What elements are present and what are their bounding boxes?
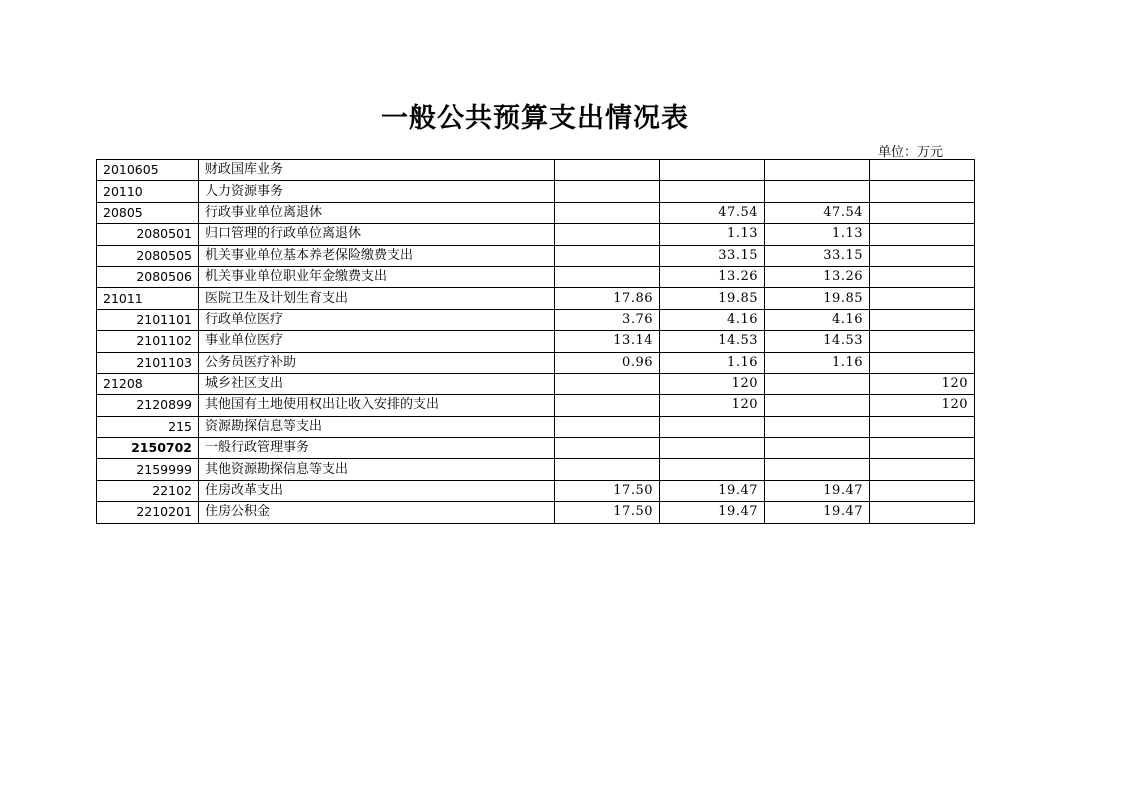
- row-value-4: [870, 352, 975, 373]
- row-value-4: [870, 160, 975, 181]
- row-value-3: [765, 373, 870, 394]
- row-value-2: 47.54: [660, 202, 765, 223]
- table-row: [97, 266, 975, 287]
- row-value-2: [660, 160, 765, 181]
- row-value-3: 4.16: [765, 309, 870, 330]
- row-value-2: 120: [660, 395, 765, 416]
- row-value-3: [765, 395, 870, 416]
- row-value-3: 13.26: [765, 266, 870, 287]
- row-code: 2159999: [97, 459, 199, 480]
- row-value-1: [555, 181, 660, 202]
- row-value-2: [660, 459, 765, 480]
- row-value-1: 0.96: [555, 352, 660, 373]
- row-code: 2010605: [97, 160, 199, 181]
- row-value-3: 19.85: [765, 288, 870, 309]
- table-row: [97, 395, 975, 416]
- table-row: [97, 224, 975, 245]
- row-code: 215: [97, 416, 199, 437]
- row-value-1: [555, 373, 660, 394]
- row-value-4: [870, 181, 975, 202]
- row-name: 住房公积金: [199, 502, 555, 523]
- row-value-2: 19.47: [660, 480, 765, 501]
- row-name: 归口管理的行政单位离退休: [199, 224, 555, 245]
- row-value-1: 17.50: [555, 502, 660, 523]
- row-value-3: [765, 160, 870, 181]
- row-value-4: [870, 288, 975, 309]
- row-name: 行政事业单位离退休: [199, 202, 555, 223]
- row-value-3: [765, 416, 870, 437]
- row-name: 人力资源事务: [199, 181, 555, 202]
- row-value-1: [555, 224, 660, 245]
- row-code: 2080506: [97, 266, 199, 287]
- row-value-2: [660, 438, 765, 459]
- row-value-2: 19.47: [660, 502, 765, 523]
- row-name: 一般行政管理事务: [199, 438, 555, 459]
- row-value-3: 1.16: [765, 352, 870, 373]
- table-row: [97, 480, 975, 501]
- row-code: 22102: [97, 480, 199, 501]
- row-code: 2080505: [97, 245, 199, 266]
- row-code: 2150702: [97, 438, 199, 459]
- row-value-4: [870, 224, 975, 245]
- row-name: 医院卫生及计划生育支出: [199, 288, 555, 309]
- row-value-3: [765, 181, 870, 202]
- table-row: [97, 459, 975, 480]
- row-value-2: 1.16: [660, 352, 765, 373]
- row-name: 机关事业单位职业年金缴费支出: [199, 266, 555, 287]
- row-value-4: 120: [870, 395, 975, 416]
- row-value-2: [660, 181, 765, 202]
- row-code: 2120899: [97, 395, 199, 416]
- row-name: 财政国库业务: [199, 160, 555, 181]
- row-value-1: [555, 438, 660, 459]
- table-row: [97, 416, 975, 437]
- page-title: 一般公共预算支出情况表: [381, 103, 689, 134]
- row-value-1: 17.86: [555, 288, 660, 309]
- row-value-2: 1.13: [660, 224, 765, 245]
- table-row: [97, 160, 975, 181]
- row-value-4: [870, 438, 975, 459]
- row-value-3: 19.47: [765, 502, 870, 523]
- row-name: 资源勘探信息等支出: [199, 416, 555, 437]
- row-value-1: [555, 202, 660, 223]
- row-name: 事业单位医疗: [199, 331, 555, 352]
- row-value-4: [870, 331, 975, 352]
- row-value-3: 19.47: [765, 480, 870, 501]
- table-row: [97, 331, 975, 352]
- row-value-1: 3.76: [555, 309, 660, 330]
- row-value-2: 4.16: [660, 309, 765, 330]
- row-code: 2101103: [97, 352, 199, 373]
- row-value-3: [765, 438, 870, 459]
- row-value-1: [555, 459, 660, 480]
- row-value-4: [870, 245, 975, 266]
- table-row: [97, 502, 975, 523]
- row-value-3: 47.54: [765, 202, 870, 223]
- row-value-4: [870, 416, 975, 437]
- row-value-3: 1.13: [765, 224, 870, 245]
- table-row: [97, 288, 975, 309]
- row-value-3: 33.15: [765, 245, 870, 266]
- row-value-2: 19.85: [660, 288, 765, 309]
- row-value-1: [555, 395, 660, 416]
- row-code: 20805: [97, 202, 199, 223]
- row-value-4: [870, 502, 975, 523]
- row-value-2: 14.53: [660, 331, 765, 352]
- row-value-1: [555, 416, 660, 437]
- table-row: [97, 309, 975, 330]
- row-value-2: 120: [660, 373, 765, 394]
- row-value-4: [870, 459, 975, 480]
- row-name: 其他国有土地使用权出让收入安排的支出: [199, 395, 555, 416]
- row-name: 住房改革支出: [199, 480, 555, 501]
- row-value-4: [870, 480, 975, 501]
- row-value-2: 33.15: [660, 245, 765, 266]
- row-value-1: 13.14: [555, 331, 660, 352]
- row-value-4: [870, 202, 975, 223]
- row-code: 2210201: [97, 502, 199, 523]
- table-row: [97, 438, 975, 459]
- row-name: 城乡社区支出: [199, 373, 555, 394]
- row-code: 2101101: [97, 309, 199, 330]
- row-name: 机关事业单位基本养老保险缴费支出: [199, 245, 555, 266]
- row-value-2: [660, 416, 765, 437]
- row-name: 其他资源勘探信息等支出: [199, 459, 555, 480]
- table-row: [97, 202, 975, 223]
- row-value-3: 14.53: [765, 331, 870, 352]
- row-code: 2080501: [97, 224, 199, 245]
- row-value-1: [555, 160, 660, 181]
- table-row: [97, 352, 975, 373]
- row-name: 公务员医疗补助: [199, 352, 555, 373]
- row-value-2: 13.26: [660, 266, 765, 287]
- row-value-4: [870, 266, 975, 287]
- table-row: [97, 181, 975, 202]
- row-code: 2101102: [97, 331, 199, 352]
- row-code: 20110: [97, 181, 199, 202]
- row-value-1: [555, 266, 660, 287]
- table-row: [97, 373, 975, 394]
- row-value-4: 120: [870, 373, 975, 394]
- row-code: 21208: [97, 373, 199, 394]
- row-value-4: [870, 309, 975, 330]
- unit-label: 单位：万元: [878, 145, 944, 160]
- row-value-1: [555, 245, 660, 266]
- row-name: 行政单位医疗: [199, 309, 555, 330]
- budget-table: [96, 159, 975, 524]
- row-value-1: 17.50: [555, 480, 660, 501]
- table-row: [97, 245, 975, 266]
- row-code: 21011: [97, 288, 199, 309]
- row-value-3: [765, 459, 870, 480]
